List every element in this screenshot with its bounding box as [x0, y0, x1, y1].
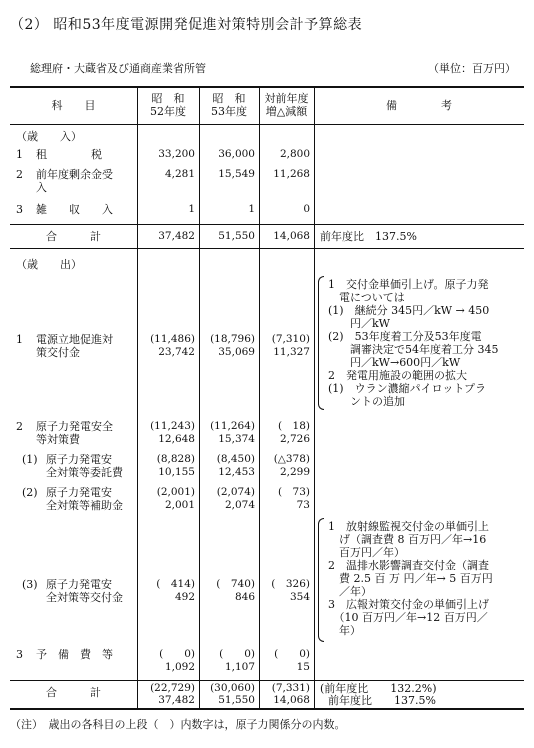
exp-row-name-line2: 策交付金: [36, 346, 80, 359]
rev-row-diff: 11,268: [273, 168, 310, 180]
exp-row-name-line1: 電源立地促進対: [36, 333, 113, 346]
exp-row-diff: 2,726: [279, 433, 310, 445]
exp-row-y53: 846: [234, 591, 255, 603]
exp-row-diff: 2,299: [279, 466, 310, 478]
remark-line: 2 発電用施設の範囲の拡大: [328, 369, 467, 382]
expenditure-total-diff-nuclear: (7,331): [271, 682, 310, 694]
exp-row-name-line2: 全対策等交付金: [46, 591, 123, 604]
exp-row-y52-nuclear: (8,828): [156, 453, 195, 465]
rev-row-no: 1: [16, 148, 23, 161]
exp-row-diff-nuclear: ( 0): [274, 648, 310, 660]
exp-row-name-line1: 原子力発電安: [46, 578, 112, 591]
rev-row-name-line2: 入: [36, 181, 47, 194]
remark-line: 1 放射線監視交付金の単価引上: [328, 520, 489, 533]
revenue-label: （歳 入）: [16, 130, 82, 143]
remark-line: ／年）: [328, 585, 372, 598]
budget-table: [10, 86, 524, 710]
exp-row-y52-nuclear: ( 0): [159, 648, 195, 660]
exp-row-diff-nuclear: ( 73): [277, 486, 310, 498]
exp-row-y53: 1,107: [224, 661, 255, 673]
header-remarks: 備 考: [386, 99, 452, 112]
exp-row-no: (1): [22, 453, 38, 466]
exp-row-name-line2: 全対策等委託費: [46, 466, 123, 479]
exp-row-y52: 492: [174, 591, 195, 603]
exp-row-no: (2): [22, 486, 38, 499]
exp-row-no: 1: [16, 333, 23, 346]
remark-line: （10 百万円／年→12 百万円／: [328, 611, 488, 624]
exp-row-diff-nuclear: (△378): [273, 453, 310, 465]
exp-row-diff: 15: [296, 661, 310, 673]
remarks-brace: [318, 276, 324, 410]
rev-row-name-line1: 前年度剰余金受: [36, 168, 113, 181]
rev-row-diff: 0: [303, 203, 310, 215]
remark-line: 2 温排水影響調査交付金（調査: [328, 559, 489, 572]
exp-row-diff-nuclear: ( 18): [277, 420, 310, 432]
exp-row-y53: 2,074: [224, 499, 255, 511]
exp-row-y53: 35,069: [218, 346, 255, 358]
table-title: （2） 昭和53年度電源開発促進対策特別会計予算総表: [10, 17, 363, 33]
exp-row-y53-nuclear: (8,450): [216, 453, 255, 465]
footnote: （注） 歳出の各科目の上段（ ）内数字は，原子力関係分の内数。: [10, 718, 346, 731]
ministry-label: 総理府・大蔵省及び通商産業省所管: [30, 62, 206, 75]
exp-row-no: 3: [16, 648, 23, 661]
exp-row-diff-nuclear: ( 326): [271, 578, 310, 590]
remark-line: 円／kW: [328, 317, 390, 330]
remark-line: 3 広報対策交付金の単価引上げ: [328, 598, 489, 611]
expenditure-total-y52-nuclear: (22,729): [150, 682, 195, 694]
remark-line: 百万円／年）: [328, 546, 405, 559]
remark-line: 調審決定で54年度着工分 345: [328, 343, 499, 356]
exp-row-y53-nuclear: (18,796): [210, 333, 255, 345]
remark-line: 1 交付金単価引上げ。原子力発: [328, 278, 489, 291]
remark-line: 年）: [328, 624, 361, 637]
exp-row-no: (3): [22, 578, 38, 591]
exp-row-y52-nuclear: (11,243): [150, 420, 195, 432]
exp-row-name-line1: 原子力発電安全: [36, 420, 113, 433]
header-divider: [10, 124, 524, 125]
col-divider: [259, 88, 260, 708]
exp-row-name-line2: 全対策等補助金: [46, 499, 123, 512]
exp-row-y52: 1,092: [164, 661, 195, 673]
revenue-total-label: 合 計: [46, 230, 101, 243]
exp-row-y52: 2,001: [164, 499, 195, 511]
row-divider: [10, 248, 524, 249]
remarks-brace: [318, 518, 324, 642]
expenditure-total-diff: 14,068: [273, 694, 310, 706]
remark-line: (2) 53年度着工分及53年度電: [328, 330, 482, 343]
exp-row-y53-nuclear: (2,074): [216, 486, 255, 498]
rev-row-y52: 33,200: [158, 148, 195, 160]
exp-row-y53: 12,453: [218, 466, 255, 478]
exp-row-name-line1: 原子力発電安: [46, 486, 112, 499]
rev-row-name: 租 税: [36, 148, 102, 161]
rev-row-no: 2: [16, 168, 23, 181]
exp-row-diff: 354: [289, 591, 310, 603]
col-divider: [199, 88, 200, 708]
rev-row-y53: 15,549: [218, 168, 255, 180]
rev-row-diff: 2,800: [279, 148, 310, 160]
header-y53-line1: 昭 和: [212, 92, 246, 105]
revenue-total-remark: 前年度比 137.5%: [320, 230, 417, 243]
expenditure-total-y53-nuclear: (30,060): [210, 682, 255, 694]
expenditure-total-y53: 51,550: [218, 694, 255, 706]
exp-row-y53-nuclear: ( 0): [219, 648, 255, 660]
header-y53-line2: 53年度: [211, 105, 247, 118]
exp-row-y52-nuclear: (11,486): [150, 333, 195, 345]
exp-row-y53-nuclear: (11,264): [210, 420, 255, 432]
row-divider: [10, 224, 524, 225]
remark-line: (1) 継続分 345円／kW → 450: [328, 304, 490, 317]
exp-row-name-line2: 等対策費: [36, 433, 80, 446]
remark-line: 費 2.5 百 万 円／年→ 5 百万円: [328, 572, 493, 585]
exp-row-y52-nuclear: (2,001): [156, 486, 195, 498]
exp-row-no: 2: [16, 420, 23, 433]
exp-row-diff: 11,327: [273, 346, 310, 358]
unit-label: （単位：百万円）: [428, 62, 516, 75]
exp-row-y52-nuclear: ( 414): [156, 578, 195, 590]
exp-row-y53: 15,374: [218, 433, 255, 445]
expenditure-label: （歳 出）: [16, 258, 82, 271]
remark-line: げ（調査費 8 百万円／年→16: [328, 533, 487, 546]
expenditure-total-y52: 37,482: [158, 694, 195, 706]
revenue-total-y53: 51,550: [218, 230, 255, 242]
col-divider: [137, 88, 138, 708]
expenditure-total-remark-nuclear: (前年度比 132.2%): [320, 682, 437, 695]
exp-row-name: 予 備 費 等: [36, 648, 113, 661]
exp-row-name-line1: 原子力発電安: [46, 453, 112, 466]
rev-row-no: 3: [16, 203, 23, 216]
exp-row-y52: 12,648: [158, 433, 195, 445]
header-y52-line2: 52年度: [150, 105, 186, 118]
header-diff-line2: 増△減額: [265, 105, 308, 118]
remark-line: 円／kW→600円／kW: [328, 356, 461, 369]
rev-row-y53: 36,000: [218, 148, 255, 160]
remark-line: ントの追加: [328, 395, 405, 408]
rev-row-y52: 4,281: [164, 168, 195, 180]
exp-row-diff: 73: [296, 499, 310, 511]
remarks-block-2: [328, 520, 493, 637]
rev-row-name: 雑 収 入: [36, 203, 113, 216]
exp-row-y53-nuclear: ( 740): [216, 578, 255, 590]
revenue-total-diff: 14,068: [273, 230, 310, 242]
exp-row-y52: 23,742: [158, 346, 195, 358]
expenditure-total-remark: 前年度比 137.5%: [328, 694, 436, 707]
header-diff-line1: 対前年度: [264, 92, 309, 105]
rev-row-y52: 1: [188, 203, 195, 215]
header-y52-line1: 昭 和: [151, 92, 185, 105]
exp-row-y52: 10,155: [158, 466, 195, 478]
header-item: 科 目: [51, 99, 96, 112]
row-divider: [10, 680, 524, 681]
exp-row-diff-nuclear: (7,310): [271, 333, 310, 345]
col-divider: [314, 88, 315, 708]
remark-line: 電については: [328, 291, 405, 304]
expenditure-total-label: 合 計: [46, 686, 101, 699]
revenue-total-y52: 37,482: [158, 230, 195, 242]
remark-line: (1) ウラン濃縮パイロットプラ: [328, 382, 487, 395]
rev-row-y53: 1: [248, 203, 255, 215]
remarks-block-1: [328, 278, 499, 408]
